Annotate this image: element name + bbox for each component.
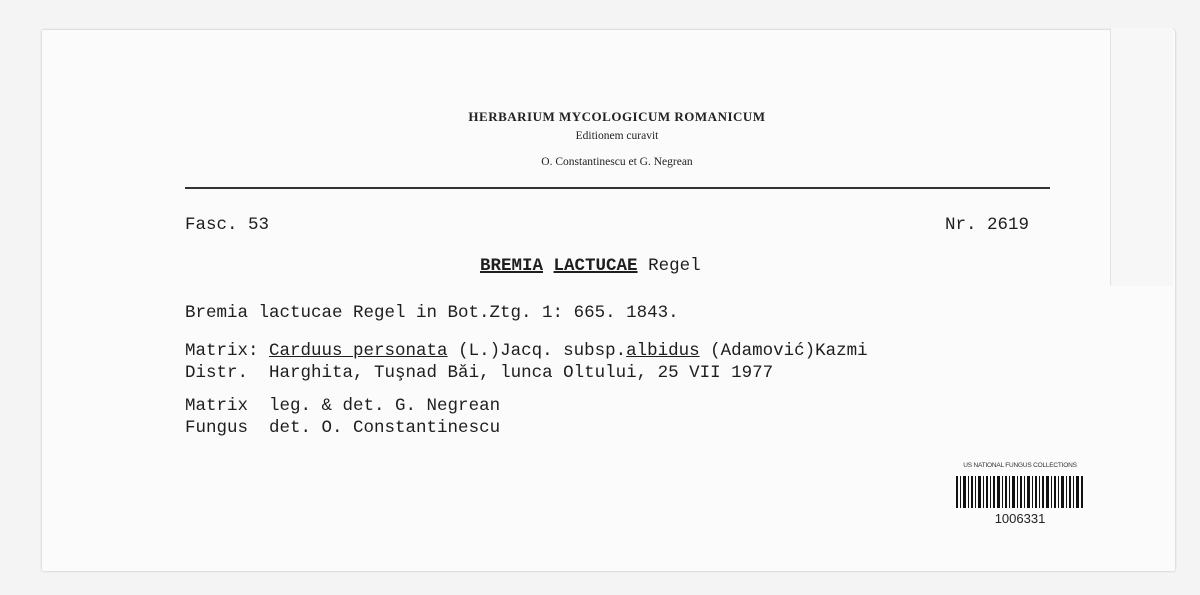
barcode-collection-name: US NATIONAL FUNGUS COLLECTIONS	[963, 462, 1077, 469]
literature-reference: Bremia lactucae Regel in Bot.Ztg. 1: 665. 1843.	[185, 303, 679, 323]
distribution-line	[185, 365, 773, 383]
fascicle-number: Fasc. 53	[185, 215, 270, 235]
host-subspecies-author: (Adamović)Kazmi	[710, 341, 868, 361]
title-species: LACTUCAE	[553, 256, 638, 276]
barcode-icon	[956, 476, 1084, 508]
title-author: Regel	[648, 256, 701, 276]
host-plant-author: (L.)Jacq. subsp.	[458, 341, 627, 361]
host-subspecies: albidus	[626, 341, 700, 361]
title-genus: BREMIA	[480, 256, 544, 276]
header-divider	[185, 187, 1050, 189]
barcode-label	[950, 462, 1090, 530]
distr-text: Harghita, Tuşnad Băi, lunca Oltului, 25 VII 1977	[269, 363, 774, 383]
specimen-number: Nr. 2619	[945, 215, 1030, 235]
herbarium-editors: O. Constantinescu et G. Negrean	[541, 156, 693, 168]
host-plant-name: Carduus personata	[269, 341, 448, 361]
matrix-leg-text: leg. & det. G. Negrean	[269, 396, 501, 416]
fungus-determiner-line	[185, 420, 500, 438]
matrix-label: Matrix:	[185, 341, 259, 361]
fungus-text: det. O. Constantinescu	[269, 418, 501, 438]
distr-label: Distr.	[185, 363, 249, 383]
species-title	[480, 258, 701, 276]
fungus-label: Fungus	[185, 418, 249, 438]
herbarium-edition: Editionem curavit	[575, 130, 659, 142]
herbarium-name: HERBARIUM MYCOLOGICUM ROMANICUM	[468, 109, 766, 124]
matrix-collector-line	[185, 398, 500, 416]
matrix-leg-label: Matrix	[185, 396, 249, 416]
barcode-number: 1006331	[994, 511, 1046, 526]
matrix-line	[185, 343, 868, 361]
